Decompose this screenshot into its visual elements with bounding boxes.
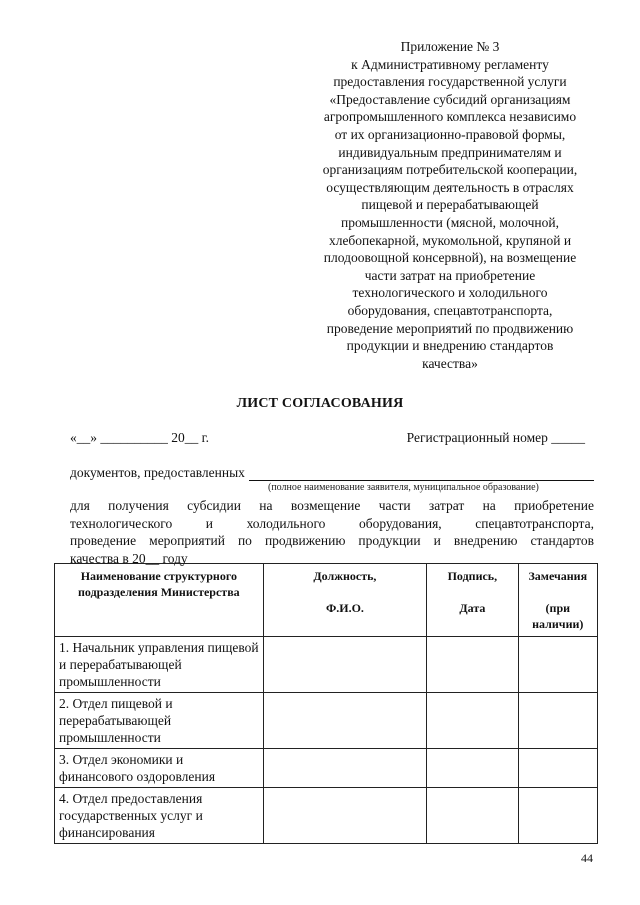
documents-line bbox=[70, 465, 594, 481]
table-row bbox=[55, 693, 598, 749]
appendix-line: от их организационно-правовой формы, bbox=[334, 126, 566, 142]
appendix-line: хлебопекарной, мукомольной, крупяной и bbox=[328, 232, 572, 248]
department-cell: 4. Отдел предоставления государственных услуг и финансирования bbox=[55, 788, 264, 844]
position-cell[interactable] bbox=[263, 693, 427, 749]
date-line: «__» __________ 20__ г. bbox=[70, 430, 210, 445]
header-signature bbox=[427, 564, 518, 637]
purpose-line: технологического и холодильного оборудования, спецавтотранспорта, bbox=[70, 515, 594, 531]
table-row bbox=[55, 637, 598, 693]
signature-cell[interactable] bbox=[427, 637, 518, 693]
department-cell: 3. Отдел экономики и финансового оздоровления bbox=[55, 749, 264, 788]
purpose-line: для получения субсидии на возмещение части затрат на приобретение bbox=[70, 498, 594, 513]
appendix-line: проведение мероприятий по продвижению bbox=[326, 320, 574, 336]
signature-cell[interactable] bbox=[427, 749, 518, 788]
table-row bbox=[55, 788, 598, 844]
header-remarks-label: Замечания bbox=[528, 569, 588, 583]
appendix-line: Приложение № 3 bbox=[400, 39, 500, 54]
signature-cell[interactable] bbox=[427, 693, 518, 749]
appendix-line: осуществляющим деятельность в отраслях bbox=[326, 179, 574, 195]
applicant-name-field bbox=[249, 466, 594, 481]
appendix-line: технологического и холодильного bbox=[352, 285, 548, 301]
position-cell[interactable] bbox=[263, 788, 427, 844]
appendix-line: продукции и внедрению стандартов bbox=[346, 338, 554, 354]
header-remarks-note: (при наличии) bbox=[532, 601, 584, 631]
header-position-label: Должность, bbox=[313, 569, 377, 583]
appendix-line: части затрат на приобретение bbox=[364, 267, 536, 283]
header-remarks bbox=[518, 564, 597, 637]
approval-table bbox=[54, 563, 598, 844]
documents-label: документов, предоставленных bbox=[70, 465, 245, 480]
appendix-line: организациям потребительской кооперации, bbox=[322, 162, 578, 178]
header-department bbox=[55, 564, 264, 637]
appendix-line: агропромышленного комплекса независимо bbox=[323, 109, 577, 125]
appendix-line: индивидуальным предпринимателям и bbox=[338, 144, 562, 160]
appendix-line: промышленности (мясной, молочной, bbox=[340, 214, 560, 230]
purpose-paragraph bbox=[70, 497, 594, 567]
remarks-cell[interactable] bbox=[518, 637, 597, 693]
department-cell: 1. Начальник управления пищевой и перерабатывающей промышленности bbox=[55, 637, 264, 693]
appendix-header bbox=[300, 38, 600, 372]
header-fio-label: Ф.И.О. bbox=[325, 601, 364, 615]
remarks-cell[interactable] bbox=[518, 693, 597, 749]
header-position bbox=[263, 564, 427, 637]
appendix-line: предоставления государственной услуги bbox=[333, 74, 567, 90]
appendix-line: «Предоставление субсидий организациям bbox=[329, 91, 571, 107]
document-title: ЛИСТ СОГЛАСОВАНИЯ bbox=[236, 396, 404, 411]
table-header-row bbox=[55, 564, 598, 637]
header-department-label: Наименование структурного подразделения Министерства bbox=[78, 569, 240, 599]
position-cell[interactable] bbox=[263, 749, 427, 788]
applicant-hint: (полное наименование заявителя, муниципальное образование) bbox=[268, 482, 539, 493]
appendix-line: пищевой и перерабатывающей bbox=[361, 197, 539, 213]
header-signature-label: Подпись, bbox=[447, 569, 498, 583]
appendix-line: оборудования, спецавтотранспорта, bbox=[347, 302, 553, 318]
remarks-cell[interactable] bbox=[518, 749, 597, 788]
department-cell: 2. Отдел пищевой и перерабатывающей промышленности bbox=[55, 693, 264, 749]
signature-cell[interactable] bbox=[427, 788, 518, 844]
purpose-line: качества в 20__ году bbox=[70, 550, 188, 566]
appendix-line: плодоовощной консервной), на возмещение bbox=[323, 250, 577, 266]
page-number: 44 bbox=[581, 851, 593, 865]
registration-number: Регистрационный номер _____ bbox=[406, 430, 585, 445]
header-date-label: Дата bbox=[459, 601, 486, 615]
remarks-cell[interactable] bbox=[518, 788, 597, 844]
appendix-line: к Административному регламенту bbox=[351, 56, 549, 72]
position-cell[interactable] bbox=[263, 637, 427, 693]
purpose-line: проведение мероприятий по продвижению продукции и внедрению стандартов bbox=[70, 533, 594, 548]
appendix-line: качества» bbox=[422, 355, 478, 371]
table-row bbox=[55, 749, 598, 788]
